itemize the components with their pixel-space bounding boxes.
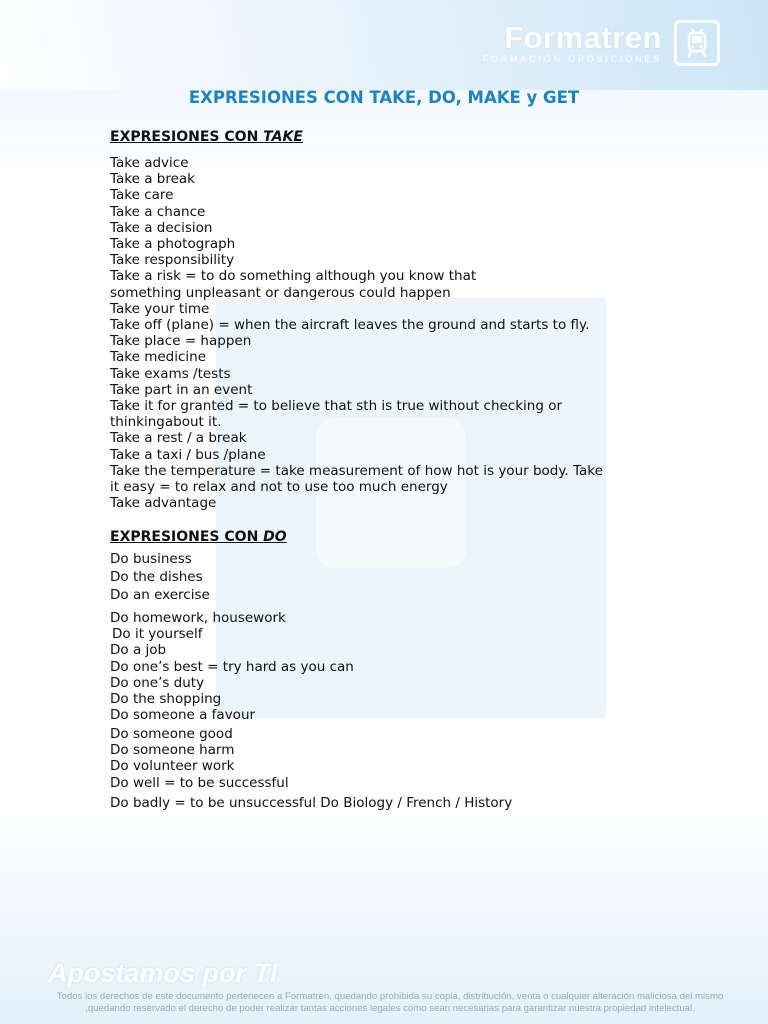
list-item: Do one’s duty xyxy=(110,674,205,691)
list-item: Do business xyxy=(110,551,192,567)
list-item: Do an exercise xyxy=(110,587,210,603)
list-item: Take advantage xyxy=(110,495,217,512)
brand-header xyxy=(483,20,720,66)
do-expressions-group-3 xyxy=(110,726,289,791)
take-heading-prefix: EXPRESIONES CON xyxy=(110,129,264,145)
footer-slogan: Apostamos por TI xyxy=(48,958,278,988)
take-section-heading xyxy=(110,129,303,145)
do-section-heading xyxy=(110,529,287,545)
list-item: Take off (plane) = when the aircraft leaves the ground and starts to fly. xyxy=(110,317,590,334)
list-item: Do it yourself xyxy=(112,626,203,643)
list-item: something unpleasant or dangerous could happen xyxy=(110,284,451,301)
list-item: Take a rest / a break xyxy=(110,430,247,447)
list-item: Do someone harm xyxy=(110,742,235,759)
list-item: Take a chance xyxy=(110,203,206,220)
do-heading-prefix: EXPRESIONES CON xyxy=(110,529,264,545)
list-item: Take care xyxy=(110,187,174,204)
take-expressions-list xyxy=(110,155,603,511)
do-expressions-group-2 xyxy=(110,610,354,723)
list-item: Take the temperature = take measurement of how hot is your body. Take xyxy=(110,462,603,479)
list-item: Do volunteer work xyxy=(110,758,235,775)
list-item: Take a risk = to do something although you know that xyxy=(110,268,477,285)
list-item: Take part in an event xyxy=(110,381,253,398)
list-item: it easy = to relax and not to use too much energy xyxy=(110,479,448,496)
list-item: Do one’s best = try hard as you can xyxy=(110,658,354,675)
do-heading-word: DO xyxy=(263,529,287,545)
list-item: Take place = happen xyxy=(110,333,252,350)
list-item: Do someone good xyxy=(110,726,233,742)
list-item: Do someone a favour xyxy=(110,707,256,724)
do-expressions-group-4 xyxy=(110,795,512,811)
list-item: Do the dishes xyxy=(110,569,203,585)
footer-legal-notice: Todos los derechos de este documento pertenecen a Formatren, quedando prohibida su copia, distribución, venta o cualquier alteración maliciosa del mismo ,quedando reservado el derecho de poder realizar tantas acciones legales como sean necesarias para garantizar nuestra propiedad intelectual. xyxy=(56,991,724,1014)
list-item: Take it for granted = to believe that sth is true without checking or xyxy=(110,398,563,415)
list-item: Take a decision xyxy=(110,219,213,236)
list-item: Do the shopping xyxy=(110,691,222,708)
brand-text xyxy=(483,22,662,64)
list-item: Take medicine xyxy=(110,349,207,366)
take-heading-word: TAKE xyxy=(263,129,303,145)
train-logo-icon xyxy=(674,20,720,66)
page-title: EXPRESIONES CON TAKE, DO, MAKE y GET xyxy=(188,88,580,107)
list-item: Take your time xyxy=(110,300,210,317)
list-item: Take responsibility xyxy=(110,252,235,269)
list-item: Do badly = to be unsuccessful Do Biology / French / History xyxy=(110,795,513,811)
brand-tagline: FORMACIÓN OPOSICIONES xyxy=(482,54,662,64)
brand-name: Formatren xyxy=(504,20,662,55)
list-item: Take a photograph xyxy=(110,236,236,253)
list-item: Take a taxi / bus /plane xyxy=(110,446,266,463)
list-item: thinkingabout it. xyxy=(110,414,222,431)
do-expressions-group-1 xyxy=(110,551,210,605)
list-item: Do homework, housework xyxy=(110,610,286,626)
list-item: Take a break xyxy=(110,171,196,188)
list-item: Do well = to be successful xyxy=(110,774,289,791)
list-item: Do a job xyxy=(110,642,167,659)
list-item: Take advice xyxy=(110,155,189,171)
list-item: Take exams /tests xyxy=(110,365,231,382)
